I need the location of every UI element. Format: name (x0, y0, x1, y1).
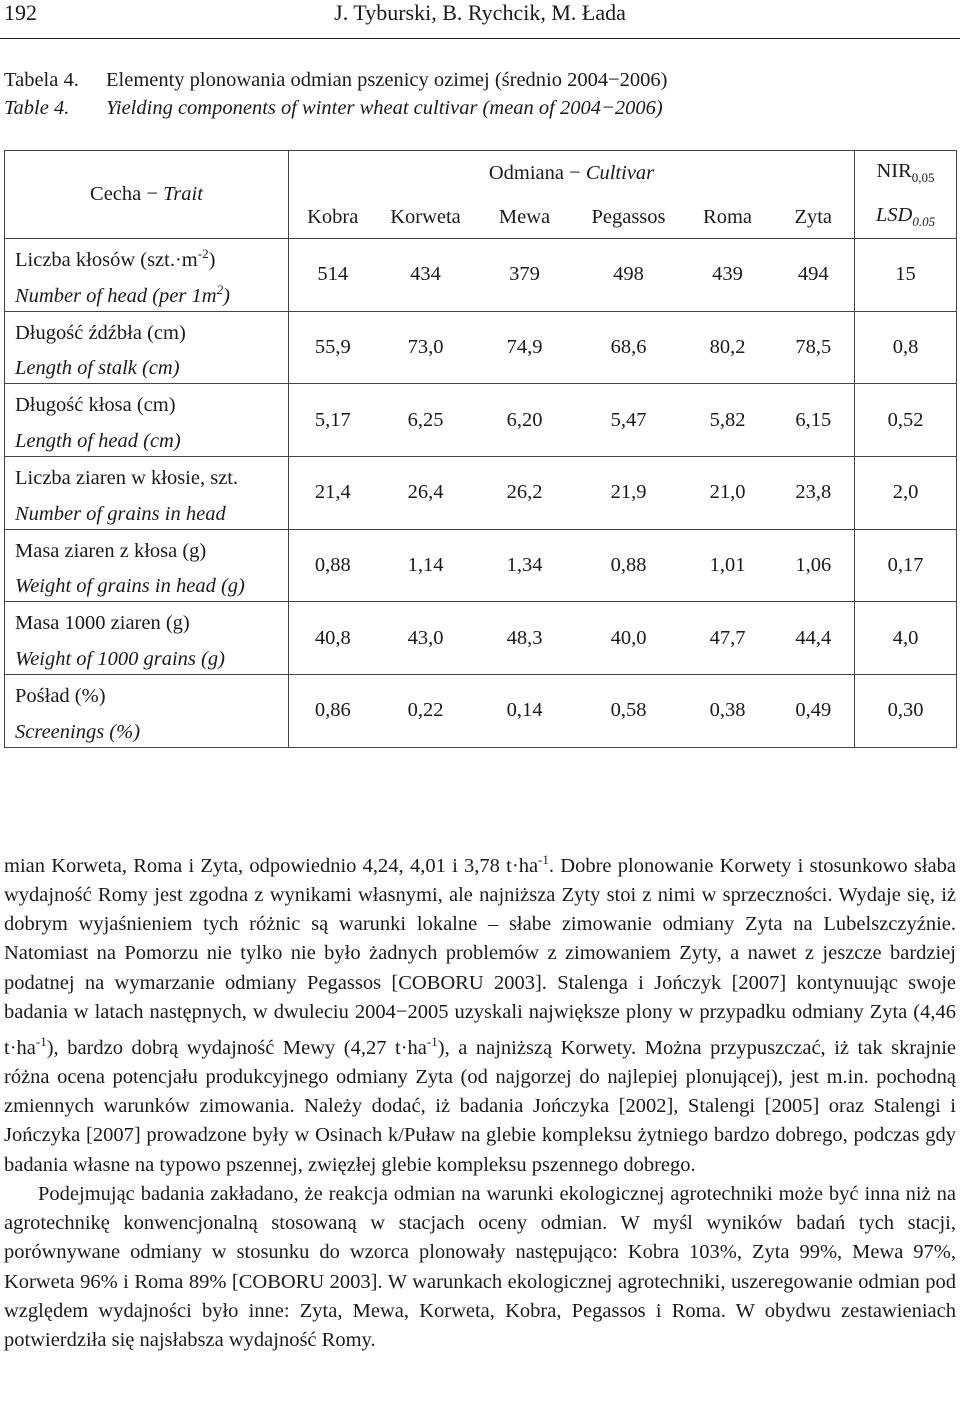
lsd-value-cell: 2,0 (855, 456, 957, 529)
trait-name-pl: Długość kłosa (cm) (15, 394, 176, 417)
value-cell: 6,20 (475, 384, 575, 457)
lsd-value-cell: 15 (855, 239, 957, 312)
value-cell: 74,9 (475, 311, 575, 384)
cultivar-header-pl: Odmiana − (488, 162, 586, 184)
page-header (0, 0, 960, 32)
value-cell: 26,2 (475, 456, 575, 529)
cultivar-name: Zyta (773, 196, 855, 239)
table-row (5, 529, 957, 602)
table-row (5, 311, 957, 384)
trait-cell (5, 674, 289, 747)
text-run: ), a najniższą Korwety. Można przypuszczać, iż tak skrajnie różna ocena potencjału produkcyjnego odmiany Zyta (od najgorzej do najlepiej plonującej), jest m.in. pochodną zmiennych warunków zimowania. Należy dodać, iż badania Jończyka [2002], Stalengi [2005] oraz Stalengi i Jończyka [2007] prowadzone były w Osinach k/Puław na glebie kompleksu żytniego bardzo dobrego, podczas gdy badania własne na typowo pszennej, zwięzłej glebie kompleksu pszennego dobrego. (4, 1036, 956, 1176)
table-caption-en (4, 94, 663, 122)
superscript: -1 (35, 1034, 47, 1050)
lsd-value-cell: 0,30 (855, 674, 957, 747)
trait-name-pl: Pośład (%) (15, 684, 106, 707)
table-row (5, 602, 957, 675)
value-cell: 1,01 (683, 529, 773, 602)
lsd-value-cell: 0,8 (855, 311, 957, 384)
superscript: -1 (426, 1034, 438, 1050)
value-cell: 48,3 (475, 602, 575, 675)
value-cell: 80,2 (683, 311, 773, 384)
trait-name-pl: Długość źdźbła (cm) (15, 321, 186, 344)
table-row (5, 239, 957, 312)
value-cell: 0,14 (475, 674, 575, 747)
value-cell: 498 (575, 239, 683, 312)
value-cell: 6,15 (773, 384, 855, 457)
trait-header-en: Trait (163, 183, 203, 205)
running-head: J. Tyburski, B. Rychcik, M. Łada (334, 0, 626, 25)
text-run: mian Korweta, Roma i Zyta, odpowiednio 4,24, 4,01 i 3,78 t·ha (4, 854, 539, 877)
value-cell: 40,8 (289, 602, 377, 675)
lsd-value-cell: 0,17 (855, 529, 957, 602)
trait-cell (5, 456, 289, 529)
trait-cell (5, 529, 289, 602)
trait-name-pl: Liczba ziaren w kłosie, szt. (15, 466, 239, 489)
yield-components-table (4, 150, 957, 748)
lsd-value-cell: 0,52 (855, 384, 957, 457)
value-cell: 514 (289, 239, 377, 312)
value-cell: 73,0 (377, 311, 475, 384)
table-row (5, 384, 957, 457)
trait-name-en: Number of grains in head (15, 502, 226, 525)
table-title-pl: Elementy plonowania odmian pszenicy ozimej (średnio 2004−2006) (106, 69, 668, 91)
trait-name-en: Number of head (per $1m^2$) (15, 281, 230, 307)
value-cell: 40,0 (575, 602, 683, 675)
value-cell: 5,47 (575, 384, 683, 457)
text-run: . Dobre plonowanie Korwety i stosunkowo słaba wydajność Romy jest zgodna z wynikami własnymi, ale najniższa Zyty stoi z nimi w sprzeczności. Wydaje się, iż dobrym wyjaśnieniem tych różnic są warunki lokalne – słabe zimowanie odmiany Zyta na Lubelszczyźnie. Natomiast na Pomorzu nie tylko nie było żadnych problemów z zimowaniem Zyty, a nawet z jeszcze bardziej podatnej na wymarzanie odmiany Pegassos [COBORU 2003]. Stalenga i Jończyk [2007] kontynuując swoje badania w latach następnych, w dwuleciu 2004−2005 uzyskali największe plony w przypadku odmiany Zyta (4,46 t·ha (4, 854, 956, 1059)
cultivar-name: Korweta (377, 196, 475, 239)
value-cell: 0,22 (377, 674, 475, 747)
trait-cell (5, 311, 289, 384)
lsd-header (855, 196, 957, 239)
superscript: -1 (538, 852, 549, 867)
value-cell: 0,38 (683, 674, 773, 747)
value-cell: 78,5 (773, 311, 855, 384)
value-cell: 379 (475, 239, 575, 312)
value-cell: 0,88 (289, 529, 377, 602)
value-cell: 0,58 (575, 674, 683, 747)
header-rule (0, 38, 960, 39)
value-cell: 439 (683, 239, 773, 312)
value-cell: 26,4 (377, 456, 475, 529)
table-row (5, 674, 957, 747)
nir-subscript: 0,05 (911, 170, 935, 186)
trait-name-en: Weight of 1000 grains (g) (15, 647, 225, 670)
value-cell: 0,86 (289, 674, 377, 747)
table-label-pl: Tabela 4. (4, 69, 79, 91)
value-cell: 23,8 (773, 456, 855, 529)
value-cell: 5,82 (683, 384, 773, 457)
cultivar-name: Mewa (475, 196, 575, 239)
value-cell: 434 (377, 239, 475, 312)
page-number: 192 (4, 0, 37, 25)
value-cell: 21,0 (683, 456, 773, 529)
trait-name-pl: Liczba kłosów $(szt.\cdot m^{-2})$ (15, 246, 216, 271)
cultivar-name: Roma (683, 196, 773, 239)
trait-name-pl: Masa ziaren z kłosa (g) (15, 539, 207, 562)
trait-cell (5, 602, 289, 675)
trait-name-en: Length of stalk (cm) (15, 357, 180, 380)
lsd-value-cell: 4,0 (855, 602, 957, 675)
paragraph: Podejmując badania zakładano, że reakcja odmian na warunki ekologicznej agrotechniki może być inna niż na agrotechnikę konwencjonalną stosowaną w stacjach oceny odmian. W myśl wyników badań tych stacji, porównywane odmiany w stosunku do wzorca plonowały następująco: Kobra 103%, Zyta 99%, Mewa 97%, Korweta 96% i Roma 89% [COBORU 2003]. W warunkach ekologicznej agrotechniki, uszeregowanie odmian pod względem wydajności było inne: Zyta, Mewa, Korweta, Kobra, Pegassos i Roma. W obydwu zestawieniach potwierdziła się najsłabsza wydajność Romy. (4, 1182, 956, 1351)
text-run: ), bardzo dobrą wydajność Mewy (4,27 t·ha (46, 1036, 427, 1059)
body-text (4, 845, 956, 1355)
cultivar-name: Kobra (289, 196, 377, 239)
table-body (5, 239, 957, 748)
value-cell: 21,4 (289, 456, 377, 529)
value-cell: 44,4 (773, 602, 855, 675)
trait-header-pl: Cecha − (90, 183, 164, 205)
table-title-en: Yielding components of winter wheat cultivar (mean of 2004−2006) (106, 97, 663, 119)
trait-name-pl: Masa 1000 ziaren (g) (15, 612, 190, 635)
lsd-label: LSD (875, 203, 913, 226)
table-caption-pl (4, 66, 668, 94)
value-cell: 494 (773, 239, 855, 312)
value-cell: 1,14 (377, 529, 475, 602)
value-cell: 43,0 (377, 602, 475, 675)
value-cell: 6,25 (377, 384, 475, 457)
value-cell: 47,7 (683, 602, 773, 675)
trait-cell (5, 384, 289, 457)
value-cell: 21,9 (575, 456, 683, 529)
table-label-en: Table 4. (4, 97, 70, 119)
value-cell: 68,6 (575, 311, 683, 384)
lsd-subscript: 0.05 (912, 214, 936, 230)
nir-label: NIR (876, 160, 912, 183)
cultivar-name: Pegassos (575, 196, 683, 239)
trait-name-en: Length of head (cm) (15, 429, 181, 452)
value-cell: 0,88 (575, 529, 683, 602)
nir-header (855, 151, 957, 197)
value-cell: 0,49 (773, 674, 855, 747)
value-cell: 1,06 (773, 529, 855, 602)
value-cell: 1,34 (475, 529, 575, 602)
value-cell: 5,17 (289, 384, 377, 457)
trait-column-header (5, 151, 289, 239)
trait-name-en: Screenings (%) (15, 720, 141, 743)
value-cell: 55,9 (289, 311, 377, 384)
trait-cell (5, 239, 289, 312)
cultivar-header-en: Cultivar (585, 162, 655, 184)
trait-name-en: Weight of grains in head (g) (15, 575, 245, 598)
table-row (5, 456, 957, 529)
paragraph (4, 845, 956, 1180)
cultivar-group-header (289, 151, 855, 197)
